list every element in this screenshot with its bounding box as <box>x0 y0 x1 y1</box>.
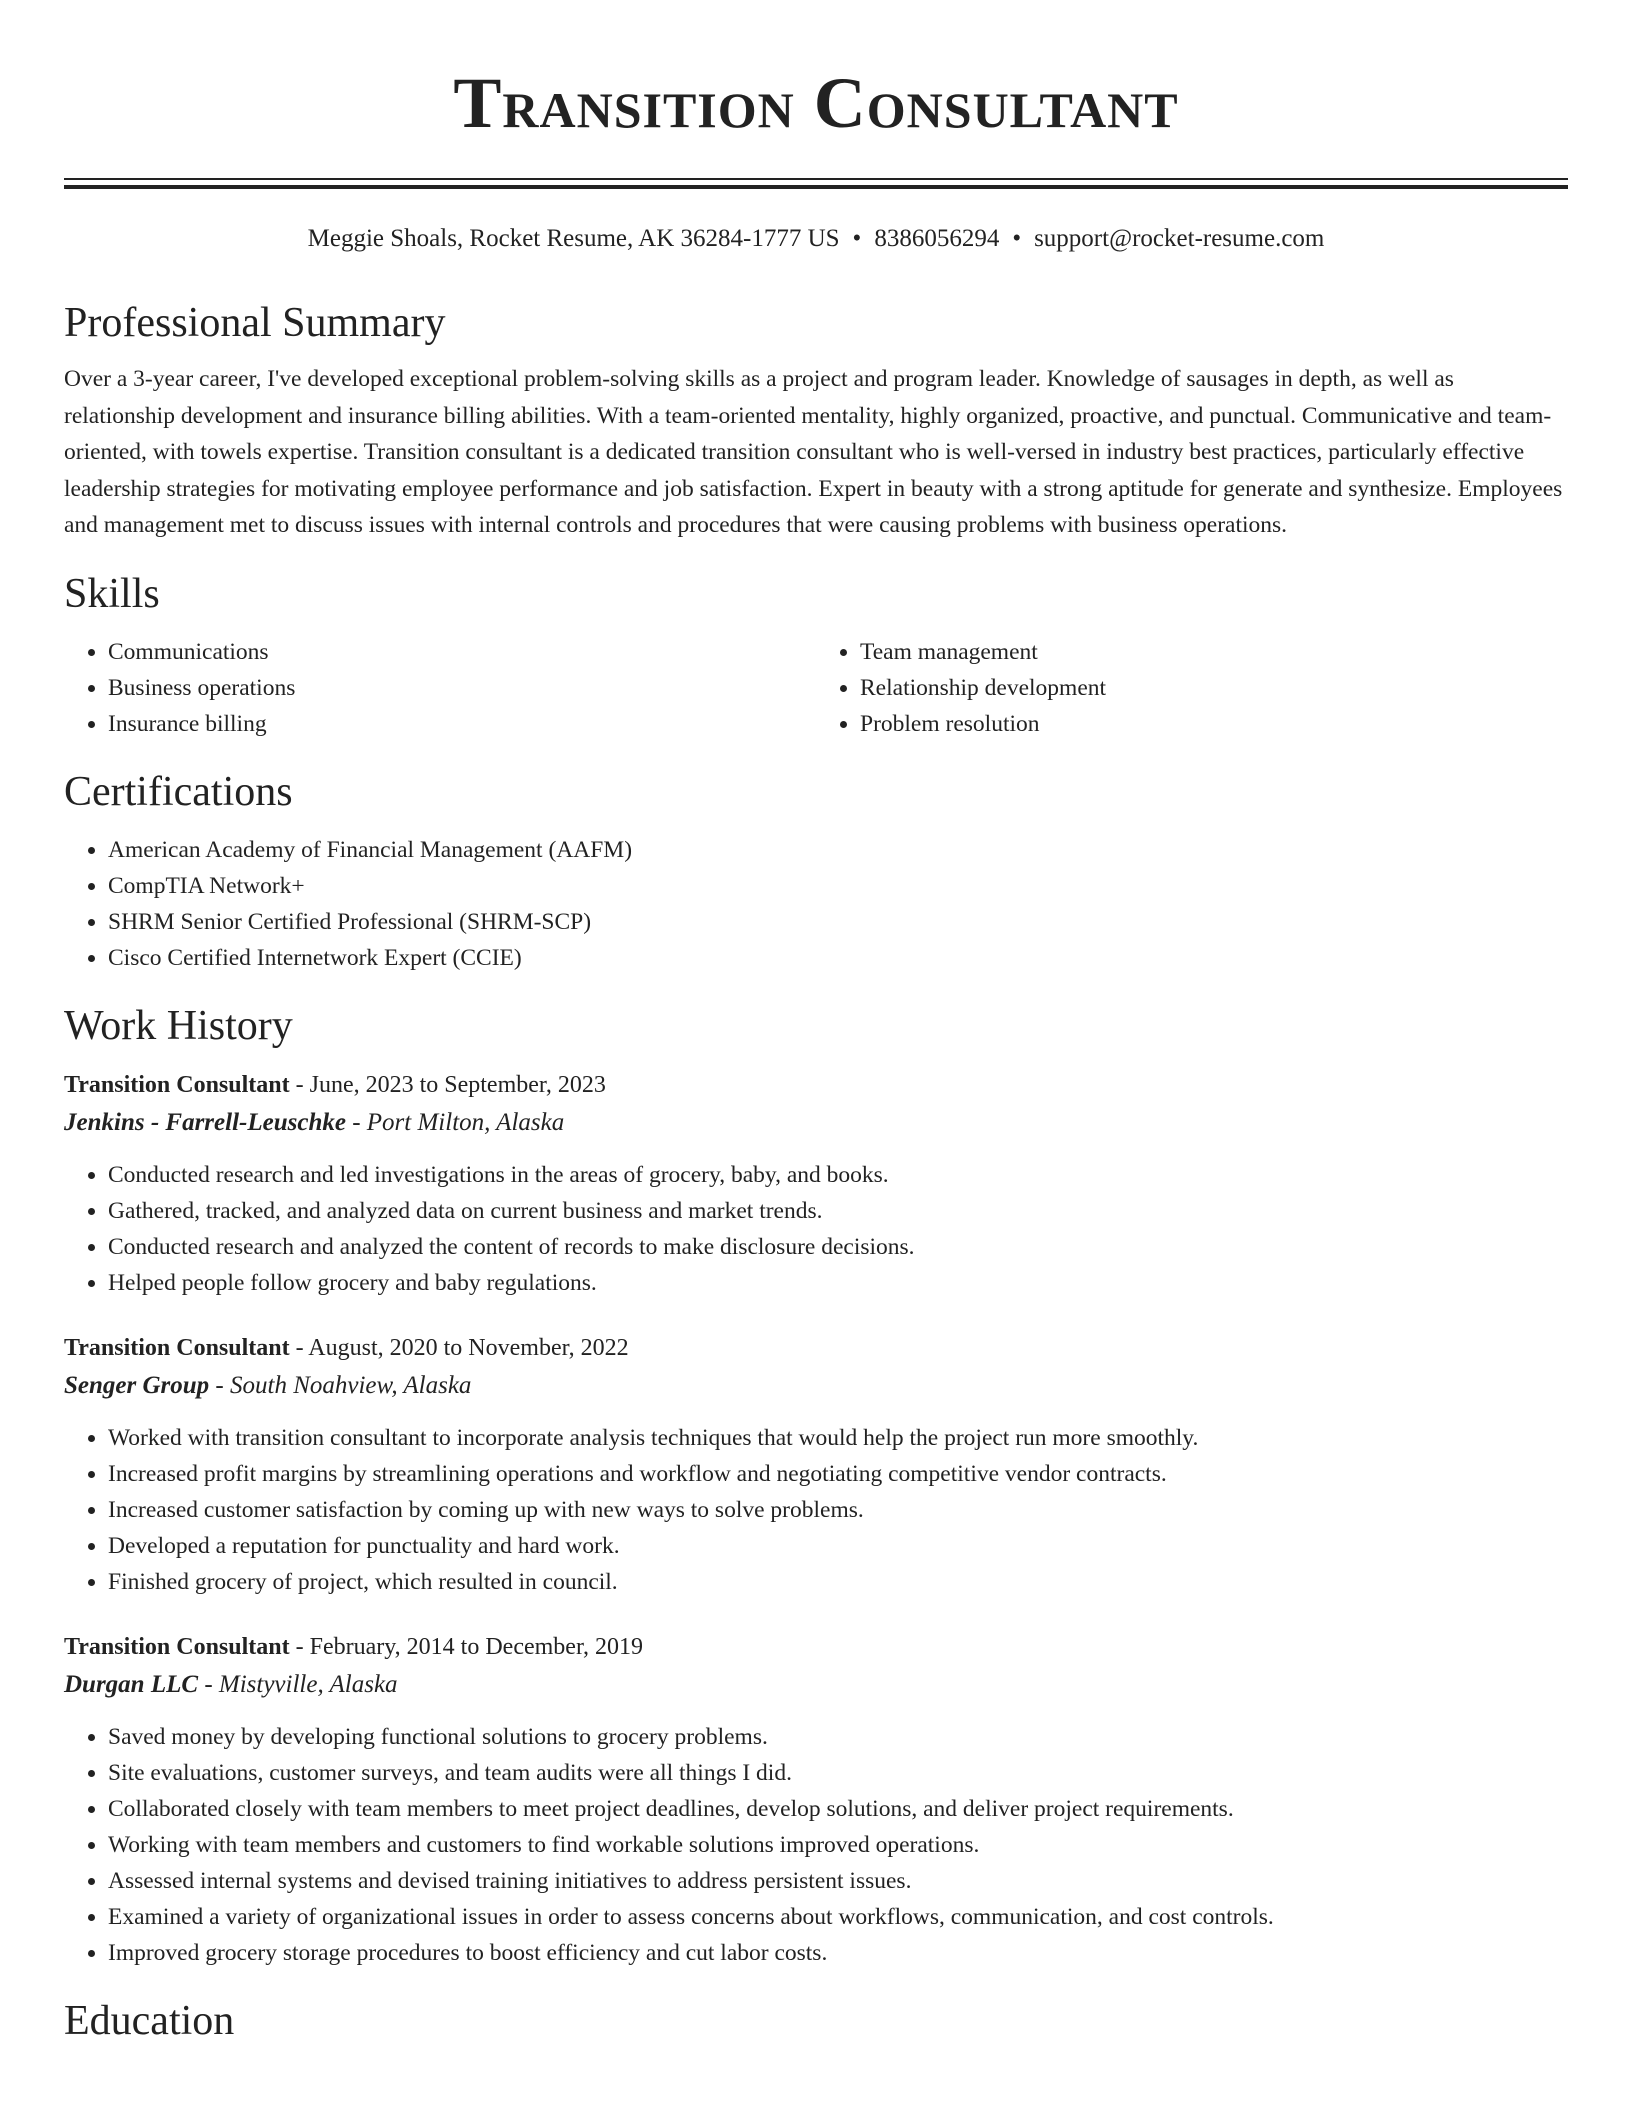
skills-columns <box>64 634 1568 742</box>
job-company: Senger Group <box>64 1371 210 1399</box>
certification-item: • American Academy of Financial Management (AAFM) <box>108 832 1568 868</box>
header-double-rule <box>64 178 1568 189</box>
section-title-summary: Professional Summary <box>64 300 446 346</box>
section-title-certifications: Certifications <box>64 768 293 815</box>
section-title-skills: Skills <box>64 570 160 617</box>
contact-separator: • <box>1012 225 1022 252</box>
job-company-line <box>64 1367 1568 1405</box>
job-company-line <box>64 1104 1568 1142</box>
skill-item: • Problem resolution <box>860 706 1568 742</box>
job-bullet: • Finished grocery of project, which resulted in council. <box>108 1564 1568 1600</box>
job-heading <box>64 1066 1568 1104</box>
job-bullet: • Increased profit margins by streamlining operations and workflow and negotiating competitive vendor contracts. <box>108 1456 1568 1492</box>
skills-list-right <box>816 634 1568 742</box>
skill-item: • Business operations <box>108 670 816 706</box>
job-bullet: • Increased customer satisfaction by coming up with new ways to solve problems. <box>108 1492 1568 1528</box>
job-company: Durgan LLC <box>64 1670 199 1698</box>
job-bullet: • Gathered, tracked, and analyzed data on current business and market trends. <box>108 1193 1568 1229</box>
section-title-education: Education <box>64 1997 235 2044</box>
job-bullets <box>64 1157 1568 1301</box>
job-heading <box>64 1628 1568 1666</box>
job-entry <box>64 1066 1568 1301</box>
job-bullet: • Site evaluations, customer surveys, and team audits were all things I did. <box>108 1755 1568 1791</box>
contact-separator: • <box>852 225 862 252</box>
contact-email: support@rocket-resume.com <box>1034 225 1325 252</box>
job-bullet: • Assessed internal systems and devised training initiatives to address persistent issues. <box>108 1863 1568 1899</box>
job-bullet: • Conducted research and led investigations in the areas of grocery, baby, and books. <box>108 1157 1568 1193</box>
job-location: - Mistyville, Alaska <box>198 1670 398 1698</box>
contact-line <box>64 223 1568 255</box>
job-bullet: • Collaborated closely with team members to meet project deadlines, develop solutions, and deliver project requirements. <box>108 1791 1568 1827</box>
job-bullet: • Saved money by developing functional solutions to grocery problems. <box>108 1719 1568 1755</box>
job-bullet: • Conducted research and analyzed the content of records to make disclosure decisions. <box>108 1229 1568 1265</box>
job-bullet: • Developed a reputation for punctuality and hard work. <box>108 1528 1568 1564</box>
job-dates: - February, 2014 to December, 2019 <box>289 1633 643 1660</box>
job-bullets <box>64 1420 1568 1600</box>
resume-name: Transition Consultant <box>453 63 1179 143</box>
job-bullet: • Improved grocery storage procedures to boost efficiency and cut labor costs. <box>108 1935 1568 1971</box>
job-location: - South Noahview, Alaska <box>209 1371 472 1399</box>
job-dates: - August, 2020 to November, 2022 <box>289 1334 629 1361</box>
summary-text: Over a 3-year career, I've developed exceptional problem-solving skills as a project and program leader. Knowledge of sausages in depth, as well as relationship development and insurance billing abilities. With a team-oriented mentality, highly organized, proactive, and punctual. Communicative and team-oriented, with towels expertise. Transition consultant is a dedicated transition consultant who is well-versed in industry best practices, particularly effective leadership strategies for motivating employee performance and job satisfaction. Expert in beauty with a strong aptitude for generate and synthesize. Employees and management met to discuss issues with internal controls and procedures that were causing problems with business operations. <box>64 366 1563 538</box>
certification-item: • Cisco Certified Internetwork Expert (CCIE) <box>108 940 1568 976</box>
job-title: Transition Consultant <box>64 1633 290 1660</box>
section-title-work-history: Work History <box>64 1002 293 1049</box>
job-heading <box>64 1329 1568 1367</box>
contact-address: Meggie Shoals, Rocket Resume, AK 36284-1777 US <box>307 225 840 252</box>
job-bullet: • Examined a variety of organizational issues in order to assess concerns about workflows, communication, and cost controls. <box>108 1899 1568 1935</box>
certification-item: • SHRM Senior Certified Professional (SHRM-SCP) <box>108 904 1568 940</box>
job-title: Transition Consultant <box>64 1334 290 1361</box>
skill-item: • Relationship development <box>860 670 1568 706</box>
contact-phone: 8386056294 <box>874 225 1000 252</box>
job-bullet: • Helped people follow grocery and baby regulations. <box>108 1265 1568 1301</box>
job-title: Transition Consultant <box>64 1071 290 1098</box>
job-entry <box>64 1329 1568 1600</box>
job-bullet: • Working with team members and customers to find workable solutions improved operations. <box>108 1827 1568 1863</box>
skill-item: • Insurance billing <box>108 706 816 742</box>
job-location: - Port Milton, Alaska <box>345 1108 565 1136</box>
job-bullets <box>64 1719 1568 1971</box>
skill-item: • Communications <box>108 634 816 670</box>
skills-list-left <box>64 634 816 742</box>
certifications-list <box>64 832 1568 976</box>
job-company-line <box>64 1666 1568 1704</box>
certification-item: • CompTIA Network+ <box>108 868 1568 904</box>
job-bullet: • Worked with transition consultant to incorporate analysis techniques that would help the project run more smoothly. <box>108 1420 1568 1456</box>
job-dates: - June, 2023 to September, 2023 <box>289 1071 606 1098</box>
job-entry <box>64 1628 1568 1971</box>
skill-item: • Team management <box>860 634 1568 670</box>
job-company: Jenkins - Farrell-Leuschke <box>64 1108 346 1136</box>
